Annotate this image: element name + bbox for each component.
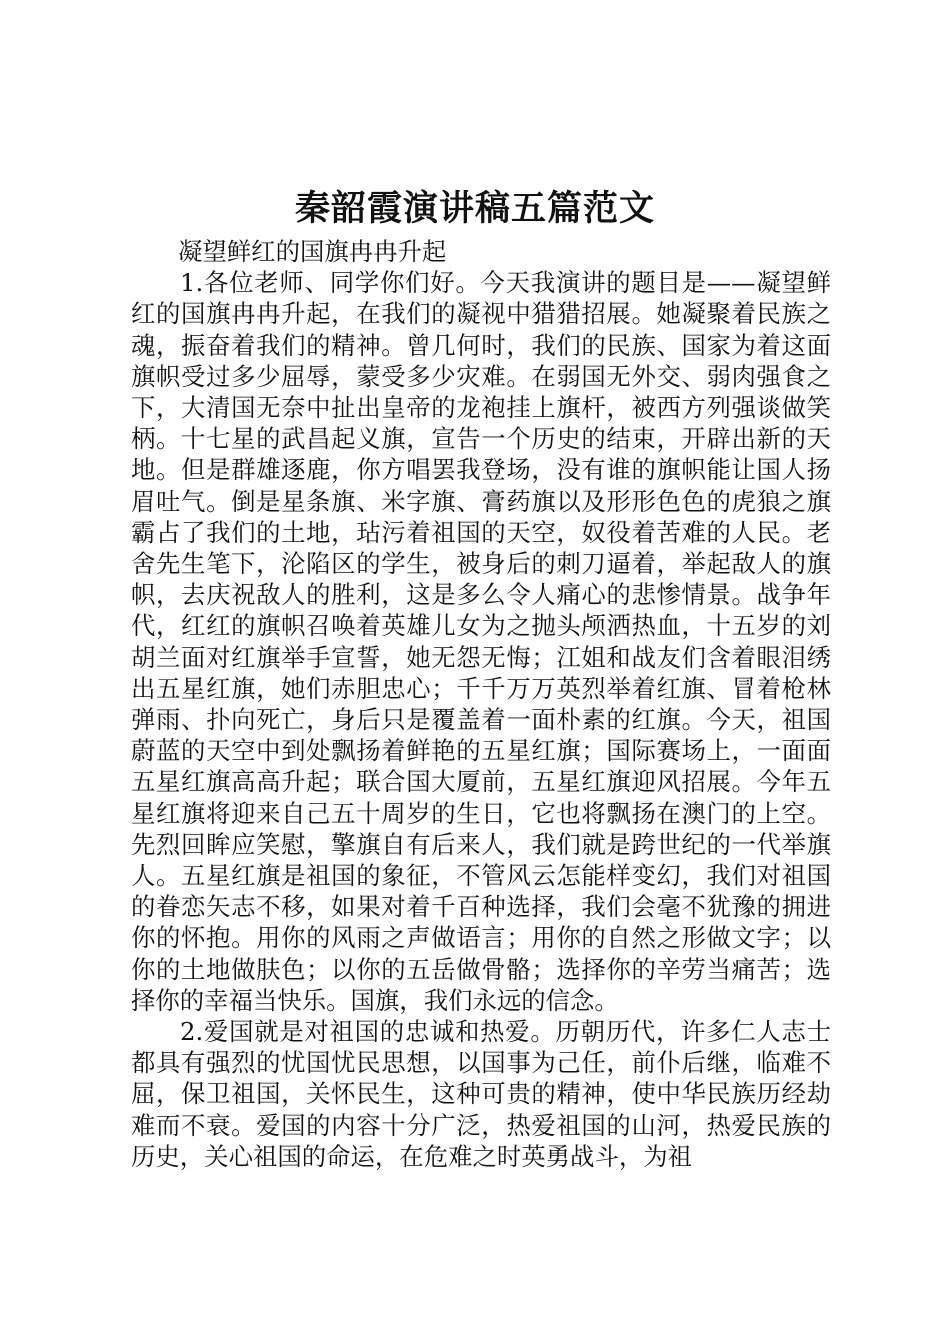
speech-subtitle: 凝望鲜红的国旗冉冉升起 [178, 237, 447, 266]
paragraph-1: 1.各位老师、同学你们好。今天我演讲的题目是——凝望鲜红的国旗冉冉升起，在我们的凝视中猎猎招展。她凝聚着民族之魂，振奋着我们的精神。曾几何时，我们的民族、国家为着这面旗帜受过多少屈辱，蒙受多少灾难。在弱国无外交、弱肉强食之下，大清国无奈中扯出皇帝的龙袍挂上旗杆，被西方列强谈做笑柄。十七星的武昌起义旗，宣告一个历史的结束，开辟出新的天地。但是群雄逐鹿，你方唱罢我登场，没有谁的旗帜能让国人扬眉吐气。倒是星条旗、米字旗、膏药旗以及形形色色的虎狼之旗霸占了我们的土地，玷污着祖国的天空，奴役着苦难的人民。老舍先生笔下，沦陷区的学生，被身后的刺刀逼着，举起敌人的旗帜，去庆祝敌人的胜利，这是多么令人痛心的悲惨情景。战争年代，红红的旗帜召唤着英雄儿女为之抛头颅洒热血，十五岁的刘胡兰面对红旗举手宣誓，她无怨无悔；江姐和战友们含着眼泪绣出五星红旗，她们赤胆忠心；千千万万英烈举着红旗、冒着枪林弹雨、扑向死亡，身后只是覆盖着一面朴素的红旗。今天，祖国蔚蓝的天空中到处飘扬着鲜艳的五星红旗；国际赛场上，一面面五星红旗高高升起；联合国大厦前，五星红旗迎风招展。今年五星红旗将迎来自己五十周岁的生日，它也将飘扬在澳门的上空。先烈回眸应笑慰，擎旗自有后来人，我们就是跨世纪的一代举旗人。五星红旗是祖国的象征，不管风云怎能样变幻，我们对祖国的眷恋矢志不移，如果对着千百种选择，我们会毫不犹豫的拥进你的怀抱。用你的风雨之声做语言；用你的自然之形做文字；以你的土地做肤色；以你的五岳做骨骼；选择你的辛劳当痛苦；选择你的幸福当快乐。国旗，我们永远的信念。 [131, 268, 831, 1015]
paragraph-2: 2.爱国就是对祖国的忠诚和热爱。历朝历代，许多仁人志士都具有强烈的忧国忧民思想，以国事为己任，前仆后继，临难不屈，保卫祖国，关怀民生，这种可贵的精神，使中华民族历经劫难而不衰。爱国的内容十分广泛，热爱祖国的山河，热爱民族的历史，关心祖国的命运，在危难之时英勇战斗，为祖 [131, 1017, 831, 1171]
document-body [131, 236, 831, 1172]
document-title: 秦韶霞演讲稿五篇范文 [294, 188, 655, 229]
